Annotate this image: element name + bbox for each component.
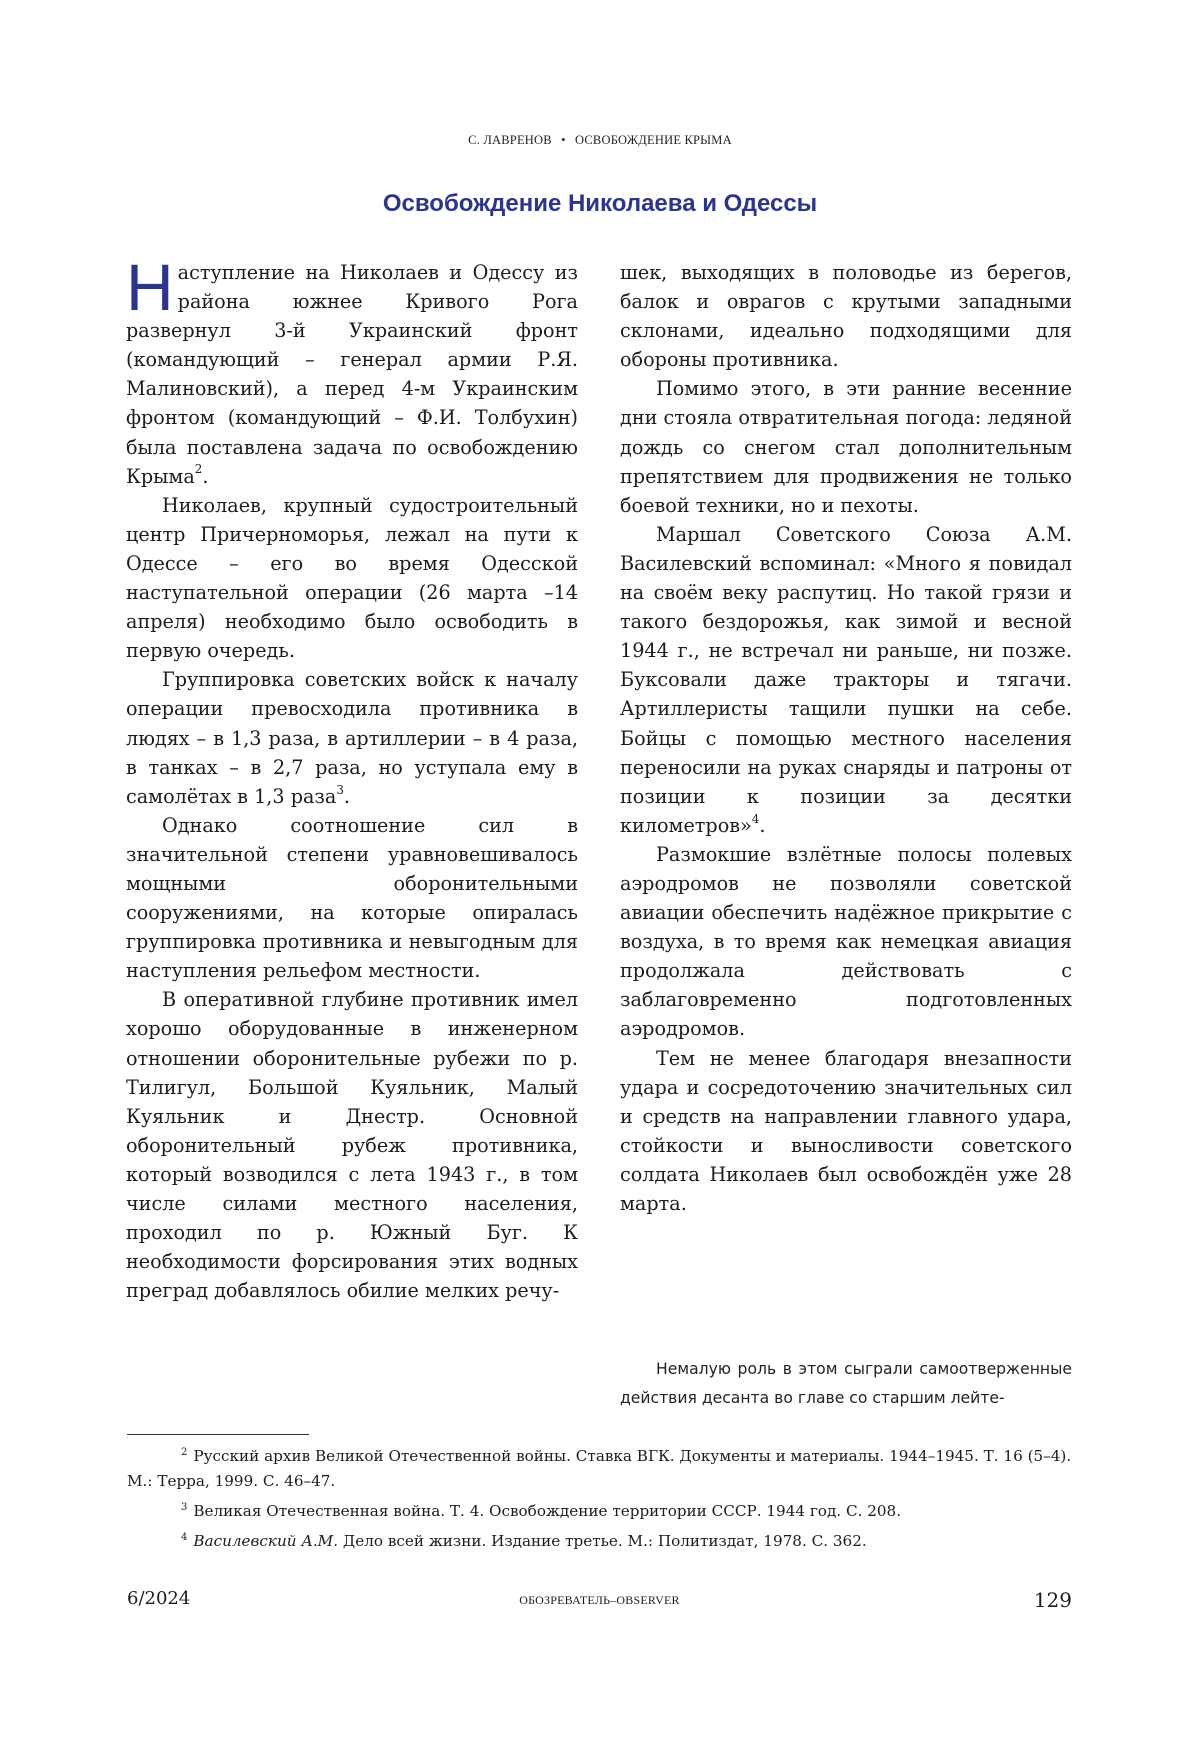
paragraph [620,374,1072,519]
paragraph-tail: . [202,464,209,488]
paragraph-text: В оперативной глубине противник имел хорошо оборудованные в инженерном отношении оборонительные рубежи по р. Тилигул, Большой Куяльник, Малый Куяльник и Днестр. Основной оборонительный рубеж противника, который возводился с лета 1943 г., в том числе силами местного населения, проходил по р. Южный Буг. К необходимости форсирования этих водных преград добавлялось обилие мелких речу- [126,988,578,1303]
running-head-author: С. ЛАВРЕНОВ [468,133,552,147]
paragraph [126,985,578,1305]
paragraph [126,665,578,810]
drop-cap: Н [126,250,174,324]
footnotes [127,1444,1072,1559]
paragraph-text: Помимо этого, в эти ранние весенние дни стояла отвратительная погода: ледяной дождь со снегом стал дополнительным препятствием для продвижения не только боевой техники, но и пехоты. [620,377,1072,517]
footnote-number: 3 [181,1501,188,1513]
paragraph-text: шек, выходящих в половодье из берегов, балок и оврагов с крутыми западными склонами, идеально подходящими для обороны противника. [620,261,1072,372]
bullet-separator: • [561,133,566,147]
footnote-number: 2 [181,1446,188,1458]
paragraph [620,1044,1072,1219]
journal-name: ОБОЗРЕВАТЕЛЬ–OBSERVER [519,1593,680,1607]
left-column [126,250,578,1305]
issue-number: 6/2024 [127,1588,191,1609]
sidebar-excerpt [620,1355,1072,1413]
paragraph-text: Однако соотношение сил в значительной степени уравновешивалось мощными оборонительными сооружениями, на которые опиралась группировка противника и невыгодным для наступления рельефом местности. [126,813,578,983]
footnote-divider [127,1434,309,1435]
sidebar-excerpt-text: Немалую роль в этом сыграли самоотверженные действия десанта во главе со старшим лейте- [620,1360,1072,1407]
footnote-ref[interactable]: 2 [194,462,203,477]
footnote-item [127,1529,1072,1554]
footnote-number: 4 [181,1531,188,1543]
paragraph-text: Размокшие взлётные полосы полевых аэродромов не позволяли советской авиации обеспечить надёжное прикрытие с воздуха, в то время как немецкая авиация продолжала действовать с заблаговременно подготовленных аэродромов. [620,842,1072,1041]
right-column [620,258,1072,1218]
footnote-text: Великая Отечественная война. Т. 4. Освобождение территории СССР. 1944 год. С. 208. [193,1502,902,1520]
footnote-ref[interactable]: 3 [336,782,344,797]
paragraph-text: аступление на Николаев и Одессу из района южнее Кривого Рога развернул 3-й Украинский фронт (командующий – генерал армии Р.Я. Малиновский), а перед 4-м Украинским фронтом (командующий – Ф.И. Толбухин) была поставлена задача по освобождению Крыма [126,261,578,488]
paragraph [620,840,1072,1044]
paragraph [126,250,578,491]
footnote-text: Русский архив Великой Отечественной войны. Ставка ВГК. Документы и материалы. 1944–1945. Т. 16 (5–4). М.: Терра, 1999. С. 46–47. [127,1447,1072,1490]
paragraph [126,811,578,986]
footnote-text: Дело всей жизни. Издание третье. М.: Политиздат, 1978. С. 362. [338,1532,867,1550]
running-head [0,133,1200,148]
paragraph [620,520,1072,840]
running-head-section: ОСВОБОЖДЕНИЕ КРЫМА [575,133,732,147]
footnote-ref[interactable]: 4 [751,811,760,826]
paragraph-tail: . [759,813,766,837]
page-number: 129 [1033,1588,1072,1612]
footnote-author: Василевский А.М. [193,1532,339,1550]
paragraph-text: Маршал Советского Союза А.М. Василевский вспоминал: «Много я повидал на своём веку распутиц. Но такой грязи и такого бездорожья, как зимой и весной 1944 г., не встречал ни раньше, ни позже. Буксовали даже тракторы и тягачи. Артиллеристы тащили пушки на себе. Бойцы с помощью местного населения переносили на руках снаряды и патроны от позиции к позиции за десятки километров» [620,522,1072,837]
paragraph-text: Тем не менее благодаря внезапности удара и сосредоточению значительных сил и средств на направлении главного удара, стойкости и выносливости советского солдата Николаев был освобождён уже 28 марта. [620,1046,1072,1215]
footnote-item [127,1499,1072,1524]
footnote-item [127,1444,1072,1494]
paragraph-text: Группировка советских войск к началу операции превосходила противника в людях – в 1,3 раза, в артиллерии – в 4 раза, в танках – в 2,7 раза, но уступала ему в самолётах в 1,3 раза [126,668,578,808]
paragraph-text: Николаев, крупный судостроительный центр Причерноморья, лежал на пути к Одессе – его во время Одесской наступательной операции (26 марта –14 апреля) необходимо было освободить в первую очередь. [126,493,578,663]
paragraph-tail: . [343,784,351,808]
page-footer [127,1588,1072,1612]
paragraph [126,491,578,666]
paragraph [620,258,1072,374]
article-title: Освобождение Николаева и Одессы [382,190,818,217]
